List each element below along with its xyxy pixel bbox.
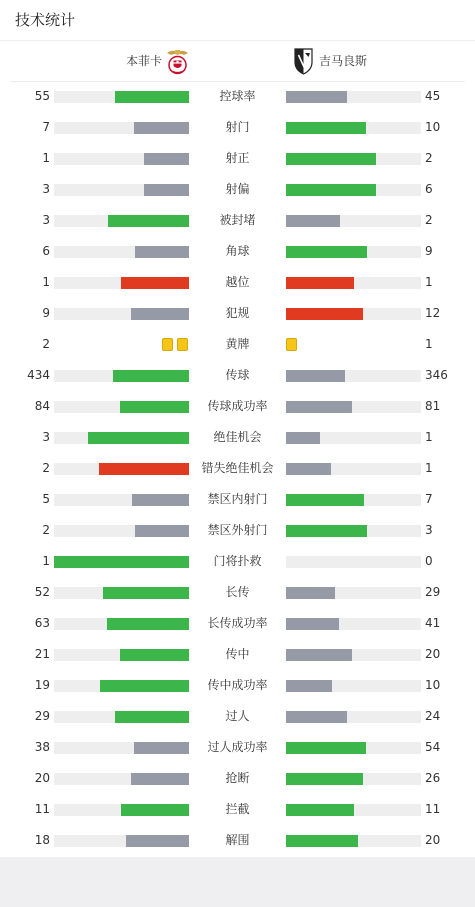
home-stat-value: 5 <box>42 492 50 506</box>
away-stat-value: 3 <box>425 523 433 537</box>
stat-label: 禁区外射门 <box>207 523 268 537</box>
away-stat-bar-track <box>286 742 421 754</box>
stat-row <box>0 175 475 206</box>
home-stat-bar-track <box>54 153 189 165</box>
stat-label: 射门 <box>225 120 250 134</box>
home-stat-value: 1 <box>42 151 50 165</box>
home-stat-value: 7 <box>42 120 50 134</box>
stat-row <box>0 578 475 609</box>
home-stat-bar-track <box>54 370 189 382</box>
home-stat-bar-track <box>54 835 189 847</box>
stat-label: 过人成功率 <box>207 740 268 754</box>
away-stat-bar-track <box>286 494 421 506</box>
home-stat-bar-track <box>54 680 189 692</box>
stat-row <box>0 702 475 733</box>
away-stat-value: 346 <box>425 368 448 382</box>
away-stat-value: 0 <box>425 554 433 568</box>
stat-row <box>0 237 475 268</box>
away-stat-bar <box>286 91 347 103</box>
away-stat-bar <box>286 246 367 258</box>
stat-label: 门将扑救 <box>213 554 262 568</box>
away-stat-bar-track <box>286 773 421 785</box>
away-stat-bar-track <box>286 91 421 103</box>
home-stat-bar <box>144 153 189 165</box>
stat-label: 越位 <box>225 275 250 289</box>
home-stat-bar-track <box>54 494 189 506</box>
away-stat-bar <box>286 835 358 847</box>
home-stat-value: 84 <box>34 399 50 413</box>
away-stat-bar-track <box>286 835 421 847</box>
home-stat-bar <box>134 122 189 134</box>
yellow-card-icon <box>177 338 188 351</box>
home-stat-bar <box>126 835 189 847</box>
home-stat-bar <box>54 556 189 568</box>
stat-row <box>0 826 475 857</box>
home-stat-bar-track <box>54 184 189 196</box>
away-stat-bar <box>286 618 339 630</box>
home-stat-bar-track <box>54 463 189 475</box>
away-stat-bar-track <box>286 432 421 444</box>
away-stat-bar <box>286 370 345 382</box>
stat-label: 长传 <box>225 585 250 599</box>
home-stat-value: 52 <box>34 585 50 599</box>
stat-label: 角球 <box>225 244 250 258</box>
stat-row <box>0 423 475 454</box>
away-stat-bar-track <box>286 215 421 227</box>
away-stat-bar <box>286 525 367 537</box>
away-stat-bar <box>286 773 363 785</box>
stat-label: 拦截 <box>225 802 250 816</box>
home-stat-bar <box>107 618 189 630</box>
away-stat-bar <box>286 184 376 196</box>
away-stat-bar <box>286 804 354 816</box>
stat-label: 射偏 <box>225 182 250 196</box>
home-stat-bar <box>134 742 189 754</box>
away-yellow-cards <box>286 338 301 351</box>
stat-label: 射正 <box>225 151 250 165</box>
home-stat-value: 434 <box>27 368 50 382</box>
stat-row <box>0 795 475 826</box>
away-stat-bar-track <box>286 649 421 661</box>
home-stat-bar <box>103 587 189 599</box>
stat-row <box>0 609 475 640</box>
away-stat-bar-track <box>286 711 421 723</box>
away-stat-value: 12 <box>425 306 441 320</box>
away-stat-value: 24 <box>425 709 441 723</box>
stat-label: 禁区内射门 <box>207 492 268 506</box>
away-stat-value: 1 <box>425 430 433 444</box>
home-stat-bar-track <box>54 804 189 816</box>
yellow-card-icon <box>286 338 297 351</box>
home-stat-bar-track <box>54 91 189 103</box>
away-stat-bar-track <box>286 308 421 320</box>
stat-row <box>0 733 475 764</box>
home-stat-bar <box>131 773 189 785</box>
away-stat-bar-track <box>286 556 421 568</box>
home-stat-bar-track <box>54 401 189 413</box>
home-stat-bar-track <box>54 587 189 599</box>
stat-label: 抢断 <box>225 771 250 785</box>
stat-row <box>0 361 475 392</box>
away-stat-value: 11 <box>425 802 441 816</box>
away-stat-bar <box>286 742 366 754</box>
away-stat-value: 1 <box>425 275 433 289</box>
away-stat-bar-track <box>286 463 421 475</box>
away-stat-value: 9 <box>425 244 433 258</box>
home-stat-value: 1 <box>42 554 50 568</box>
home-stat-bar <box>144 184 189 196</box>
home-stat-bar <box>120 649 189 661</box>
stat-row <box>0 547 475 578</box>
home-stat-bar <box>121 804 189 816</box>
stat-row <box>0 299 475 330</box>
home-stat-value: 20 <box>34 771 50 785</box>
away-stat-value: 10 <box>425 120 441 134</box>
stat-row <box>0 330 475 361</box>
home-stat-bar-track <box>54 525 189 537</box>
away-stat-bar-track <box>286 277 421 289</box>
home-stat-value: 29 <box>34 709 50 723</box>
away-stat-value: 41 <box>425 616 441 630</box>
vitoria-guimaraes-crest-icon[interactable] <box>294 48 313 75</box>
away-stat-bar-track <box>286 525 421 537</box>
stat-label: 解围 <box>225 833 250 847</box>
home-stat-value: 1 <box>42 275 50 289</box>
stats-list <box>0 82 475 857</box>
home-stat-bar <box>99 463 189 475</box>
away-stat-bar-track <box>286 153 421 165</box>
stat-label: 传中成功率 <box>207 678 268 692</box>
away-stat-bar <box>286 401 352 413</box>
home-stat-value: 18 <box>34 833 50 847</box>
stat-label: 绝佳机会 <box>213 430 262 444</box>
yellow-card-icon <box>162 338 173 351</box>
away-stat-bar <box>286 680 332 692</box>
stat-row <box>0 82 475 113</box>
away-stat-value: 26 <box>425 771 441 785</box>
stat-label: 过人 <box>225 709 250 723</box>
away-stat-bar-track <box>286 804 421 816</box>
home-stat-bar-track <box>54 277 189 289</box>
away-stat-bar-track <box>286 618 421 630</box>
home-stat-value: 2 <box>42 337 50 351</box>
home-stat-value: 9 <box>42 306 50 320</box>
home-stat-bar-track <box>54 246 189 258</box>
away-stat-value: 81 <box>425 399 441 413</box>
home-stat-bar <box>115 91 189 103</box>
stat-row <box>0 516 475 547</box>
home-stat-bar <box>88 432 189 444</box>
away-stat-bar <box>286 153 376 165</box>
benfica-crest-icon[interactable] <box>164 48 191 75</box>
home-stat-value: 55 <box>34 89 50 103</box>
away-stat-bar <box>286 587 335 599</box>
home-stat-bar <box>135 246 189 258</box>
away-stat-bar <box>286 463 331 475</box>
away-stat-bar <box>286 494 364 506</box>
away-stat-value: 20 <box>425 833 441 847</box>
stat-row <box>0 454 475 485</box>
away-stat-value: 1 <box>425 337 433 351</box>
stat-row <box>0 671 475 702</box>
away-stat-bar-track <box>286 370 421 382</box>
away-stat-bar <box>286 277 354 289</box>
stat-row <box>0 640 475 671</box>
stat-label: 黄牌 <box>225 337 250 351</box>
stat-label: 错失绝佳机会 <box>201 461 274 475</box>
away-stat-value: 7 <box>425 492 433 506</box>
away-stat-bar-track <box>286 122 421 134</box>
away-stat-bar <box>286 122 366 134</box>
away-stat-bar <box>286 308 363 320</box>
stat-label: 传球成功率 <box>207 399 268 413</box>
away-stat-value: 20 <box>425 647 441 661</box>
stat-label: 长传成功率 <box>207 616 268 630</box>
home-stat-value: 3 <box>42 182 50 196</box>
home-stat-bar <box>121 277 189 289</box>
away-stat-bar-track <box>286 246 421 258</box>
away-stat-value: 1 <box>425 461 433 475</box>
home-yellow-cards <box>158 338 188 351</box>
home-stat-value: 6 <box>42 244 50 258</box>
stat-row <box>0 392 475 423</box>
home-stat-bar-track <box>54 556 189 568</box>
away-stat-value: 2 <box>425 213 433 227</box>
stat-row <box>0 485 475 516</box>
home-stat-value: 19 <box>34 678 50 692</box>
away-stat-value: 29 <box>425 585 441 599</box>
home-stat-bar-track <box>54 215 189 227</box>
home-stat-value: 63 <box>34 616 50 630</box>
home-stat-value: 11 <box>34 802 50 816</box>
home-stat-bar <box>115 711 189 723</box>
home-stat-bar-track <box>54 122 189 134</box>
home-stat-bar-track <box>54 649 189 661</box>
away-stat-bar-track <box>286 587 421 599</box>
stat-label: 控球率 <box>219 89 256 103</box>
away-stat-bar-track <box>286 680 421 692</box>
home-stat-bar <box>108 215 189 227</box>
stat-label: 被封堵 <box>219 213 256 227</box>
away-stat-bar <box>286 711 347 723</box>
home-stat-bar-track <box>54 742 189 754</box>
home-stat-bar <box>132 494 189 506</box>
home-stat-value: 2 <box>42 523 50 537</box>
away-stat-bar-track <box>286 401 421 413</box>
home-stat-bar-track <box>54 773 189 785</box>
stat-row <box>0 764 475 795</box>
home-stat-bar <box>135 525 189 537</box>
away-stat-value: 10 <box>425 678 441 692</box>
stat-row <box>0 206 475 237</box>
home-stat-bar-track <box>54 618 189 630</box>
stat-label: 犯规 <box>225 306 250 320</box>
away-stat-value: 45 <box>425 89 441 103</box>
stat-row <box>0 144 475 175</box>
stat-label: 传球 <box>225 368 250 382</box>
home-stat-value: 3 <box>42 213 50 227</box>
home-stat-value: 38 <box>34 740 50 754</box>
home-stat-value: 3 <box>42 430 50 444</box>
stat-row <box>0 113 475 144</box>
home-stat-bar <box>120 401 189 413</box>
home-stat-bar <box>113 370 189 382</box>
away-stat-bar <box>286 432 320 444</box>
home-stat-bar <box>131 308 189 320</box>
away-stat-bar-track <box>286 184 421 196</box>
home-stat-value: 2 <box>42 461 50 475</box>
home-stat-value: 21 <box>34 647 50 661</box>
away-stat-bar <box>286 649 352 661</box>
home-stat-bar-track <box>54 432 189 444</box>
away-stat-bar <box>286 215 340 227</box>
stat-row <box>0 268 475 299</box>
home-team-name[interactable]: 本菲卡 <box>125 54 162 68</box>
stat-label: 传中 <box>225 647 250 661</box>
away-stat-value: 2 <box>425 151 433 165</box>
home-stat-bar-track <box>54 308 189 320</box>
page-title: 技术统计 <box>15 11 76 29</box>
away-team-name[interactable]: 吉马良斯 <box>319 54 368 68</box>
away-stat-value: 54 <box>425 740 441 754</box>
home-stat-bar <box>100 680 189 692</box>
away-stat-value: 6 <box>425 182 433 196</box>
home-stat-bar-track <box>54 711 189 723</box>
teams-header <box>0 41 475 81</box>
